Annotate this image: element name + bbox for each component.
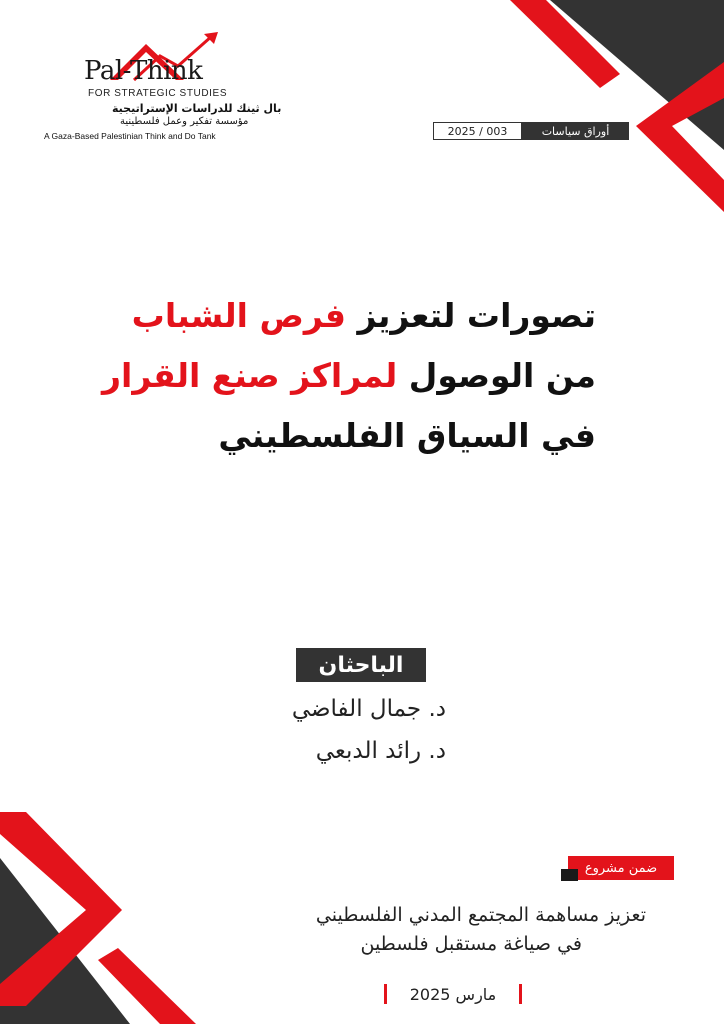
project-title-line-1: تعزيز مساهمة المجتمع المدني الفلسطيني bbox=[315, 904, 646, 926]
pal-think-logo bbox=[40, 30, 282, 145]
logo-name: Pal-Think bbox=[84, 56, 203, 86]
title-line-1-black: تصورات لتعزيز bbox=[357, 296, 596, 335]
logo-english-tagline: A Gaza-Based Palestinian Think and Do Tank bbox=[44, 131, 216, 141]
logo-arabic-tagline: مؤسسة تفكير وعمل فلسطينية bbox=[120, 116, 249, 127]
publication-date bbox=[384, 984, 522, 1004]
title-line-1-red: فرص الشباب bbox=[131, 296, 346, 335]
project-label: ضمن مشروع bbox=[568, 856, 674, 880]
date-text: مارس 2025 bbox=[409, 984, 497, 1004]
title-line-3: في السياق الفلسطيني bbox=[218, 416, 596, 455]
title-line-1 bbox=[90, 286, 596, 346]
researchers-label: الباحثان bbox=[296, 648, 426, 682]
date-left-bar bbox=[384, 984, 387, 1004]
title-line-2-black: من الوصول bbox=[408, 356, 596, 395]
series-info bbox=[433, 122, 629, 140]
researcher-name: د. جمال الفاضي bbox=[291, 696, 446, 722]
title-line-2 bbox=[90, 346, 596, 406]
project-title-line-2: في صياغة مستقبل فلسطين bbox=[360, 933, 582, 955]
paper-title bbox=[90, 286, 596, 466]
researcher-name: د. رائد الدبعي bbox=[315, 738, 446, 764]
date-right-bar bbox=[519, 984, 522, 1004]
series-number: 2025 / 003 bbox=[433, 122, 522, 140]
logo-subtitle: FOR STRATEGIC STUDIES bbox=[88, 88, 228, 99]
logo-arabic-name: بال ثينك للدراسات الإستراتيجية bbox=[112, 102, 282, 115]
title-line-2-red: لمراكز صنع القرار bbox=[102, 356, 398, 395]
project-label-accent bbox=[561, 869, 578, 881]
series-label: أوراق سياسات bbox=[522, 122, 629, 140]
